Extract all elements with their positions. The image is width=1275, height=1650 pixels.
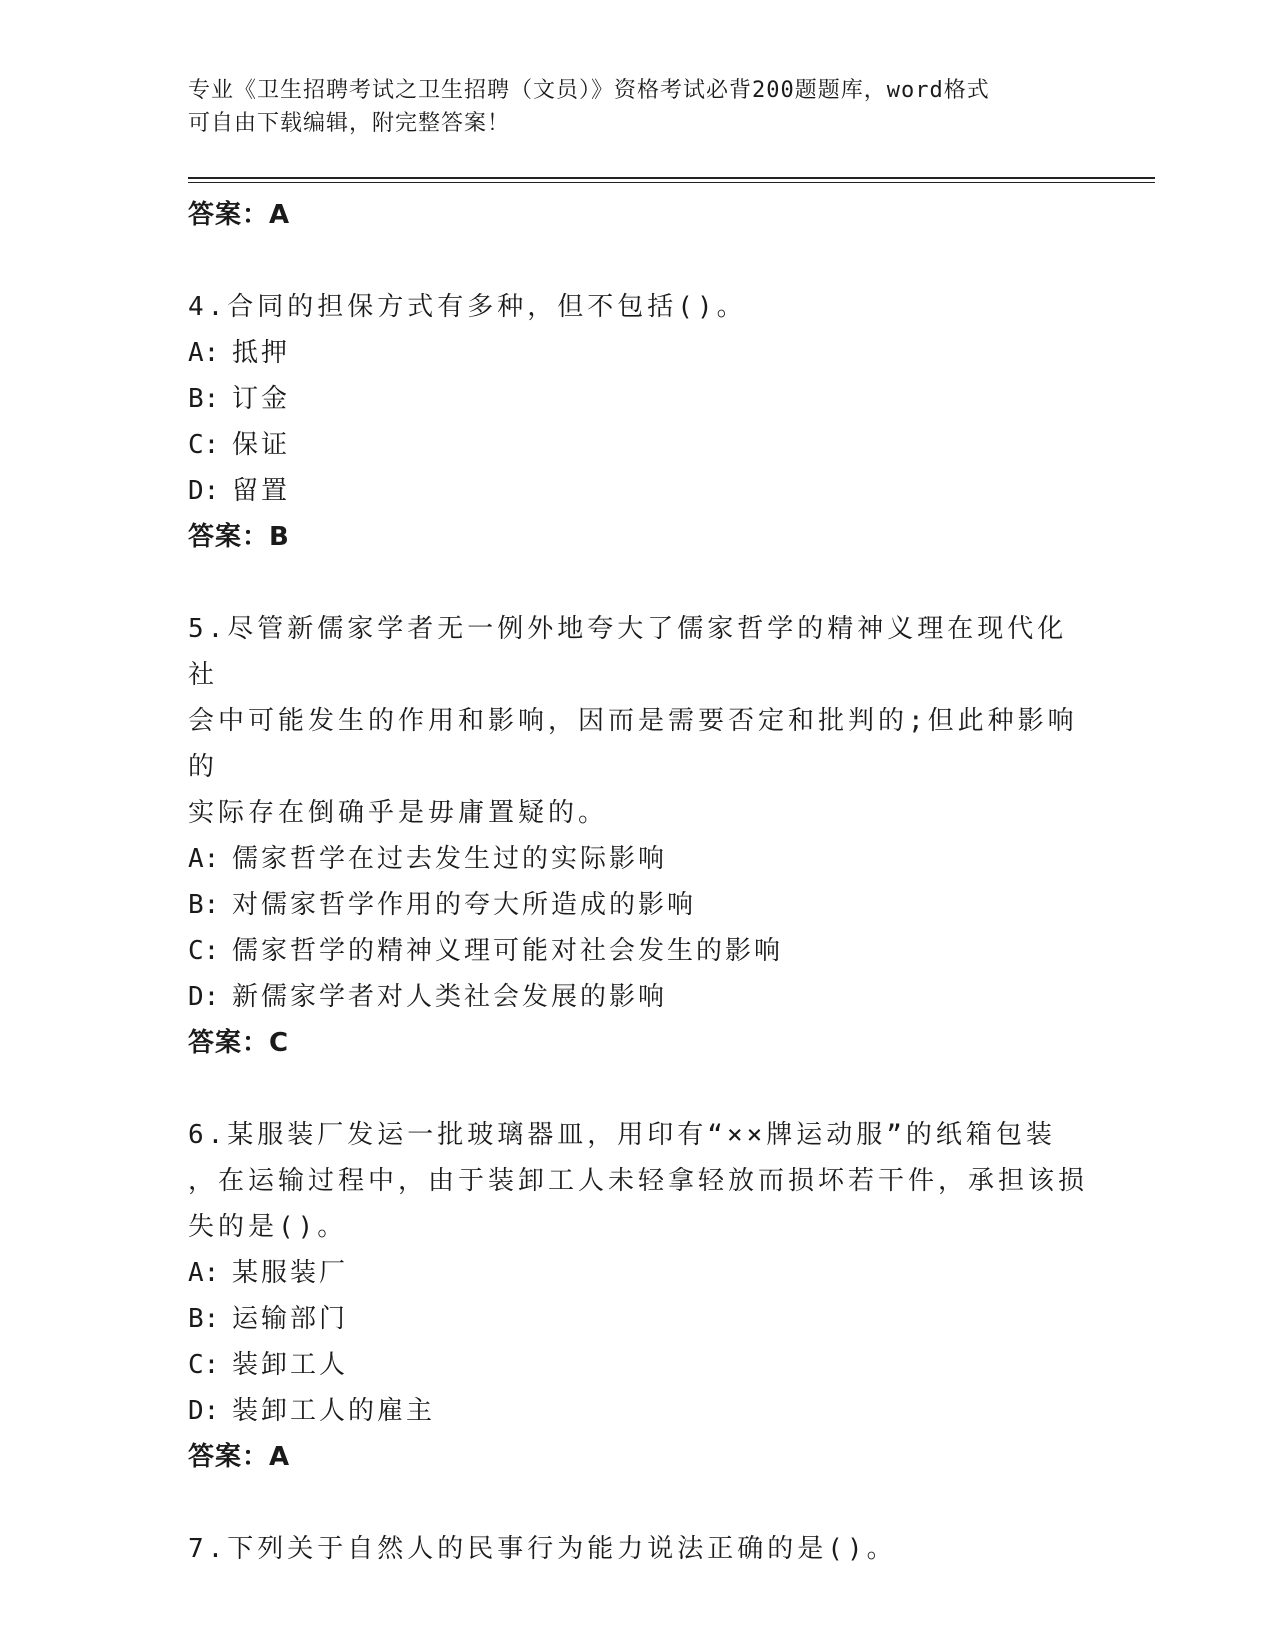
option-text: 装卸工人的雇主 <box>232 1396 436 1426</box>
question-spacer <box>188 238 1088 284</box>
question-text-line: 会中可能发生的作用和影响，因而是需要否定和批判的;但此种影响的 <box>188 706 1078 782</box>
question-text-line: 6.某服装厂发运一批玻璃器皿，用印有“××牌运动服”的纸箱包装 <box>188 1120 1056 1150</box>
option-text: 保证 <box>232 430 291 460</box>
header-rule-thin <box>188 182 1155 183</box>
option-letter: A: <box>188 844 220 874</box>
option-row <box>188 1388 1088 1434</box>
option-text: 留置 <box>232 476 291 506</box>
question-block <box>188 1526 1088 1572</box>
option-text: 订金 <box>232 384 291 414</box>
option-text: 某服装厂 <box>232 1258 349 1288</box>
option-text: 对儒家哲学作用的夸大所造成的影响 <box>232 890 697 920</box>
question-text-line: 实际存在倒确乎是毋庸置疑的。 <box>188 798 609 828</box>
option-text: 抵押 <box>232 338 291 368</box>
question-list <box>188 192 1088 1572</box>
question-spacer <box>188 1480 1088 1526</box>
option-letter: C: <box>188 430 220 460</box>
question-text-line: 5.尽管新儒家学者无一例外地夸大了儒家哲学的精神义理在现代化社 <box>188 614 1068 690</box>
option-letter: B: <box>188 1304 220 1334</box>
answer-line: 答案：A <box>188 1442 291 1472</box>
question-text-line: ，在运输过程中，由于装卸工人未轻拿轻放而损坏若干件，承担该损 <box>188 1166 1089 1196</box>
option-letter: C: <box>188 936 220 966</box>
answer-line: 答案：C <box>188 1028 290 1058</box>
header-rule-thick <box>188 177 1155 179</box>
option-row <box>188 1342 1088 1388</box>
header-line-1: 专业《卫生招聘考试之卫生招聘（文员）》资格考试必背200题题库，word格式 <box>188 78 990 103</box>
option-row <box>188 1296 1088 1342</box>
option-letter: B: <box>188 384 220 414</box>
option-row <box>188 376 1088 422</box>
question-text-line: 4.合同的担保方式有多种，但不包括()。 <box>188 292 747 322</box>
option-text: 运输部门 <box>232 1304 349 1334</box>
document-header <box>188 74 1088 140</box>
answer-line: 答案：B <box>188 522 290 552</box>
option-row <box>188 468 1088 514</box>
option-letter: D: <box>188 1396 220 1426</box>
option-text: 儒家哲学在过去发生过的实际影响 <box>232 844 668 874</box>
question-block <box>188 284 1088 560</box>
question-spacer <box>188 560 1088 606</box>
option-letter: C: <box>188 1350 220 1380</box>
option-row <box>188 928 1088 974</box>
option-letter: D: <box>188 982 220 1012</box>
option-row <box>188 330 1088 376</box>
question-spacer <box>188 1066 1088 1112</box>
question-text-line: 失的是()。 <box>188 1212 348 1242</box>
option-row <box>188 974 1088 1020</box>
option-row <box>188 882 1088 928</box>
question-text-line: 7.下列关于自然人的民事行为能力说法正确的是()。 <box>188 1534 897 1564</box>
question-block <box>188 1112 1088 1480</box>
option-text: 新儒家学者对人类社会发展的影响 <box>232 982 668 1012</box>
option-text: 装卸工人 <box>232 1350 349 1380</box>
header-line-2: 可自由下载编辑，附完整答案！ <box>188 111 511 136</box>
option-letter: A: <box>188 1258 220 1288</box>
answer-line: 答案：A <box>188 200 291 230</box>
question-block <box>188 606 1088 1066</box>
option-text: 儒家哲学的精神义理可能对社会发生的影响 <box>232 936 784 966</box>
option-letter: B: <box>188 890 220 920</box>
option-letter: A: <box>188 338 220 368</box>
option-letter: D: <box>188 476 220 506</box>
option-row <box>188 836 1088 882</box>
option-row <box>188 422 1088 468</box>
option-row <box>188 1250 1088 1296</box>
